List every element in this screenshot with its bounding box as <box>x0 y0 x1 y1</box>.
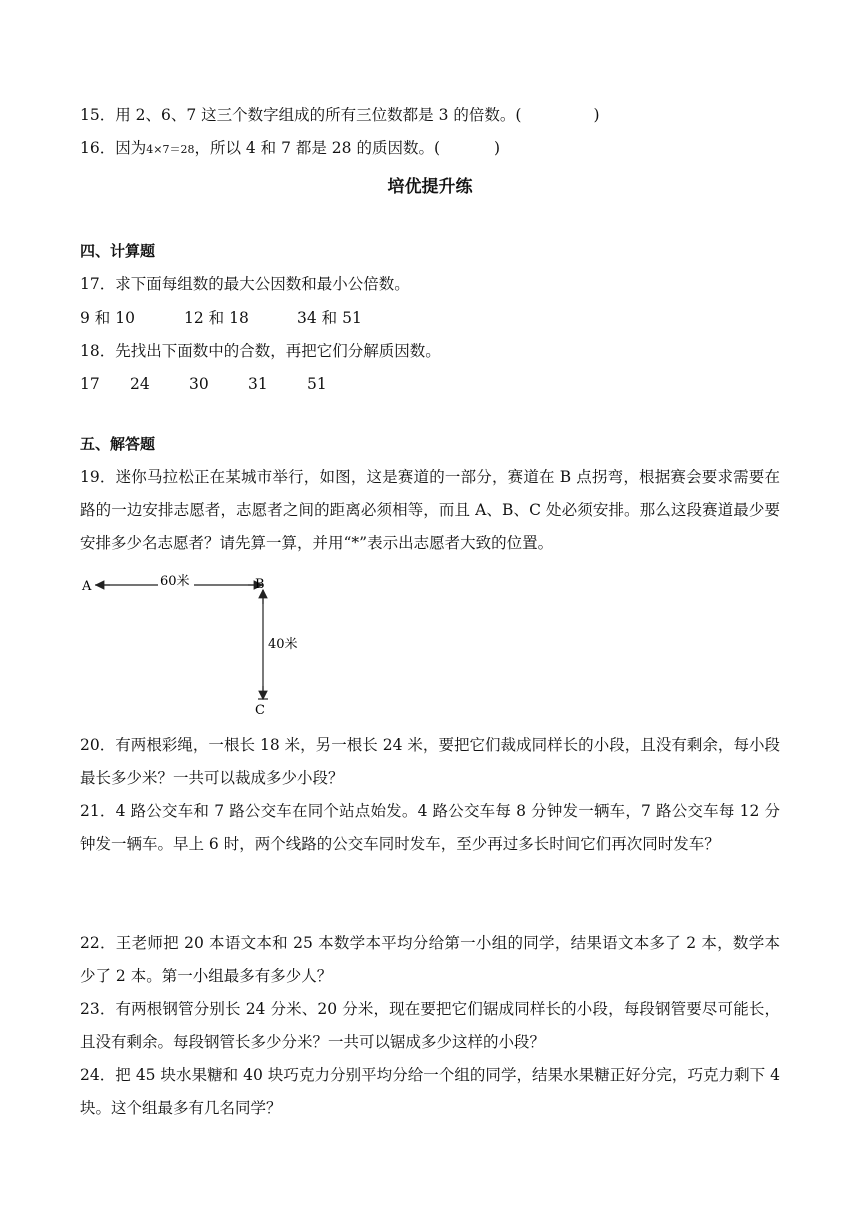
question-24: 24．把 45 块水果糖和 40 块巧克力分别平均分给一个组的同学，结果水果糖正好分完，巧克力剩下 4 块。这个组最多有几名同学？ <box>80 1066 780 1117</box>
question-15-text: 15．用 2、6、7 这三个数字组成的所有三位数都是 3 的倍数。( <box>80 106 522 124</box>
q18-item: 31 <box>248 375 268 393</box>
q18-item: 30 <box>189 375 209 393</box>
question-15-close: ) <box>593 106 600 124</box>
question-21: 21．4 路公交车和 7 路公交车在同个站点始发。4 路公交车每 8 分钟发一辆车，7 路公交车每 12 分钟发一辆车。早上 6 时，两个线路的公交车同时发车，至少再过多长时间它们再次同时发车？ <box>80 802 780 853</box>
section-4-heading: 四、计算题 <box>80 242 156 260</box>
question-19: 19．迷你马拉松正在某城市举行，如图，这是赛道的一部分，赛道在 B 点拐弯，根据赛会要求需要在路的一边安排志愿者，志愿者之间的距离必须相等，而且 A、B、C 处必须安排。那么这段赛道最少要安排多少名志愿者？请先算一算，并用“*”表示出志愿者大致的位置。 <box>80 468 780 552</box>
q17-item: 34 和 51 <box>297 309 362 327</box>
question-18-items <box>80 373 327 395</box>
question-16-close: ) <box>494 139 501 157</box>
question-16-formula: 4×7＝28 <box>146 143 195 156</box>
segment-ab-label: 60米 <box>160 574 190 589</box>
q18-item: 51 <box>307 375 327 393</box>
track-diagram <box>80 568 310 718</box>
segment-bc-label: 40米 <box>268 637 298 652</box>
question-23: 23．有两根钢管分别长 24 分米、20 分米，现在要把它们锯成同样长的小段，每段钢管要尽可能长，且没有剩余。每段钢管长多少分米？一共可以锯成多少这样的小段？ <box>80 1000 780 1051</box>
question-15 <box>80 104 600 126</box>
question-16-prefix: 16．因为 <box>80 139 147 157</box>
point-c-label: C <box>255 703 265 718</box>
question-22: 22．王老师把 20 本语文本和 25 本数学本平均分给第一小组的同学，结果语文本多了 2 本，数学本少了 2 本。第一小组最多有多少人？ <box>80 934 780 985</box>
question-18: 18．先找出下面数中的合数，再把它们分解质因数。 <box>80 342 441 360</box>
q18-item: 24 <box>130 375 150 393</box>
q18-item: 17 <box>80 375 100 393</box>
point-b-label: B <box>255 577 265 592</box>
question-17-items <box>80 307 362 329</box>
q17-item: 9 和 10 <box>80 309 135 327</box>
question-16-suffix: ，所以 4 和 7 都是 28 的质因数。( <box>194 139 441 157</box>
section-5-heading: 五、解答题 <box>80 435 156 453</box>
q17-item: 12 和 18 <box>184 309 249 327</box>
page-title: 培优提升练 <box>387 177 473 197</box>
point-a-label: A <box>82 579 92 594</box>
question-16 <box>80 137 500 161</box>
question-20: 20．有两根彩绳，一根长 18 米，另一根长 24 米，要把它们裁成同样长的小段，且没有剩余，每小段最长多少米？一共可以裁成多少小段？ <box>80 736 780 787</box>
question-17: 17．求下面每组数的最大公因数和最小公倍数。 <box>80 275 410 293</box>
